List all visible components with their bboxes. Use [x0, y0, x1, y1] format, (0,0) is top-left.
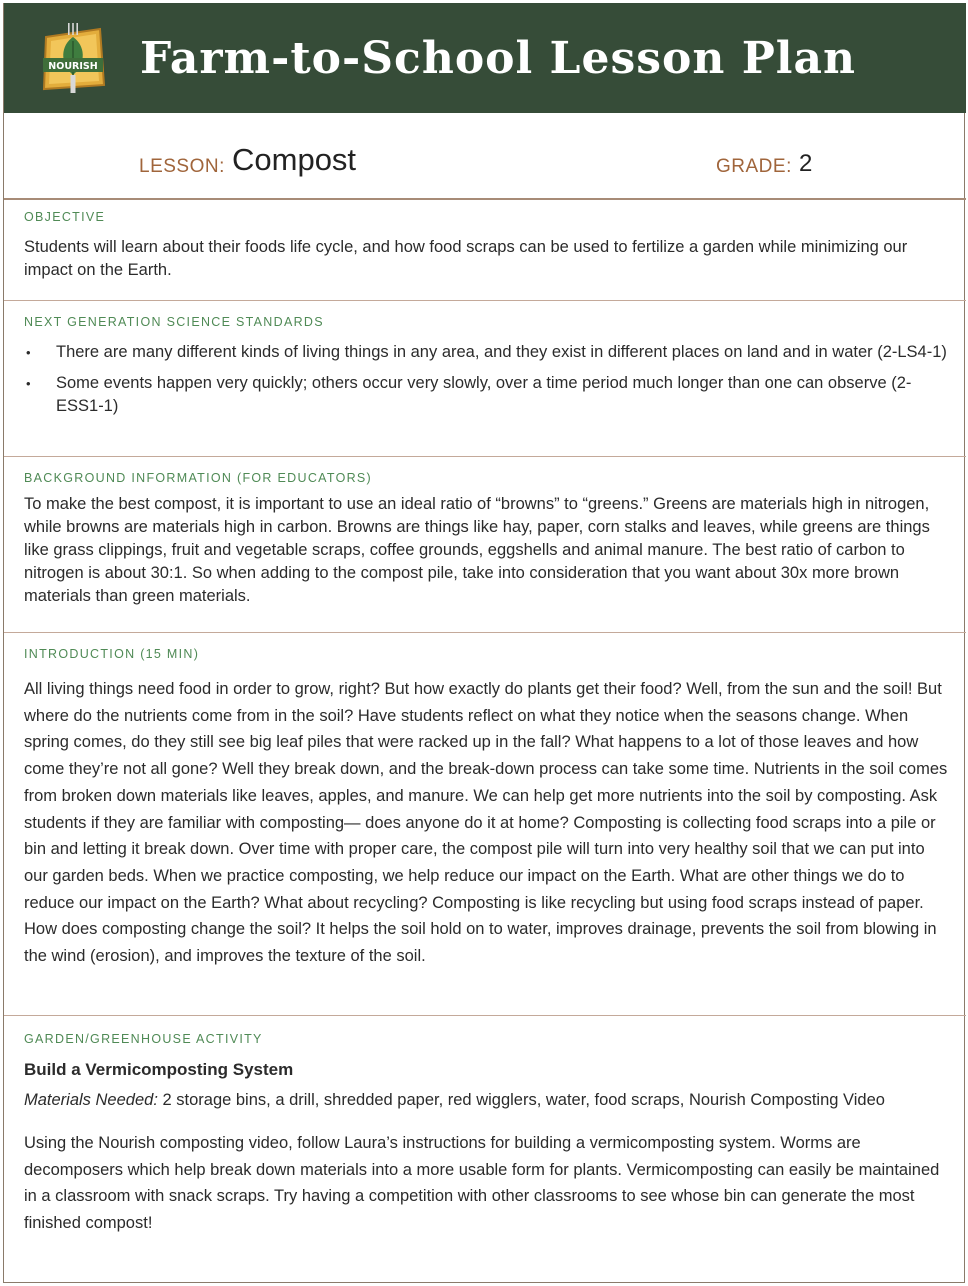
- activity-text: Using the Nourish composting video, follow Laura’s instructions for building a vermicomposting system. Worms are decomposers which help break down materials into a more usable form for plants. Vermicomposting can easily be maintained in a classroom with snack scraps. Try having a competition with other classrooms to see whose bin can generate the most finished compost!: [24, 1134, 940, 1233]
- background-text: To make the best compost, it is important to use an ideal ratio of “browns” to “greens.” Greens are materials high in nitrogen, while browns are materials high in carbon. Browns are things like hay, paper, corn stalks and leaves, while greens are things like grass clippings, fruit and vegetable scraps, coffee grounds, eggshells and animal manure. The best ratio of carbon to nitrogen is about 30:1. So when adding to the compost pile, take into consideration that you want about 30x more brown materials than green materials.: [24, 495, 930, 605]
- materials-line: [24, 1089, 949, 1112]
- standards-list: [24, 341, 949, 426]
- materials-text: 2 storage bins, a drill, shredded paper, red wigglers, water, food scraps, Nourish Composting Video: [162, 1091, 885, 1109]
- activity-section: [4, 1016, 966, 1283]
- introduction-text: All living things need food in order to grow, right? But how exactly do plants get their food? Well, from the sun and the soil! But where do the nutrients come from in the soil? Have students reflect on what they notice when the seasons change. When spring comes, do they still see big leaf piles that were racked up in the fall? What happens to a lot of those leaves and how come they’re not all gone? Well they break down, and the break-down process can take some time. Nutrients in the soil comes from broken down materials like leaves, apples, and manure. We can help get more nutrients into the soil by composting. Ask students if they are familiar with composting— does anyone do it at home? Composting is collecting food scraps into a pile or bin and letting it break down. Over time with proper care, the compost pile will turn into very healthy soil that we can put into our garden beds. When we practice composting, we help reduce our impact on the Earth. What are other things we do to reduce our impact on the Earth? What about recycling? Composting is like recycling but using food scraps instead of paper. How does composting change the soil? It helps the soil hold on to water, improves drainage, prevents the soil from blowing in the wind (erosion), and improves the texture of the soil.: [24, 680, 948, 966]
- introduction-label: INTRODUCTION (15 MIN): [24, 647, 200, 661]
- materials-label: Materials Needed:: [24, 1091, 158, 1109]
- nourish-logo: [38, 23, 108, 95]
- objective-text: Students will learn about their foods life cycle, and how food scraps can be used to fertilize a garden while minimizing our impact on the Earth.: [24, 238, 908, 279]
- page-header: [4, 3, 966, 113]
- objective-section: [4, 200, 966, 301]
- lesson-label: LESSON:: [139, 156, 225, 177]
- logo-text: NOURISH: [48, 61, 98, 72]
- page-title: Farm-to-School Lesson Plan: [140, 33, 856, 84]
- standards-section: [4, 301, 966, 457]
- grade-label: GRADE:: [716, 156, 792, 177]
- standards-item: • Some events happen very quickly; others occur very slowly, over a time period much longer than one can observe (2-ESS1-1): [24, 372, 949, 418]
- lesson-value: Compost: [232, 142, 357, 177]
- grade-value: 2: [799, 150, 813, 177]
- standards-item: • There are many different kinds of living things in any area, and they exist in different places on land and in water (2-LS4-1): [24, 341, 949, 364]
- background-section: [4, 457, 966, 633]
- activity-title: Build a Vermicomposting System: [24, 1060, 294, 1079]
- objective-label: OBJECTIVE: [24, 210, 106, 224]
- lesson-info-row: [4, 113, 966, 200]
- introduction-section: [4, 633, 966, 1016]
- activity-label: GARDEN/GREENHOUSE ACTIVITY: [24, 1032, 263, 1046]
- standards-label: NEXT GENERATION SCIENCE STANDARDS: [24, 315, 324, 329]
- background-label: BACKGROUND INFORMATION (FOR EDUCATORS): [24, 471, 373, 485]
- lesson-plan-page: [3, 3, 965, 1283]
